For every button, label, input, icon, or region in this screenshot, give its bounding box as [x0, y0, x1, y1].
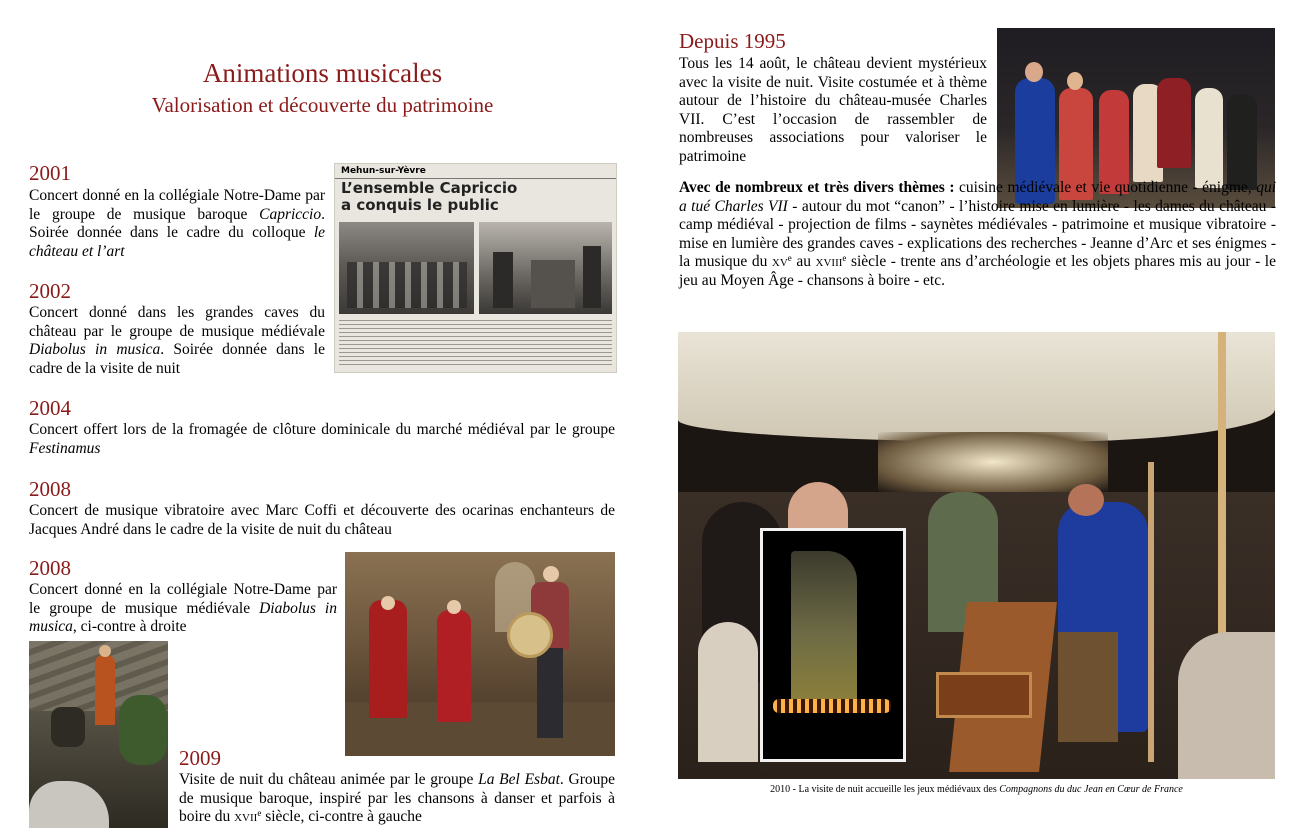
entry-2001-text: Concert donné en la collégiale Notre-Dame par le groupe de musique baroque Capriccio. Soirée donnée dans le cadre du colloque le château et l’art [29, 187, 325, 260]
since-heading: Depuis 1995 [679, 29, 786, 53]
page-title: Animations musicales [202, 58, 443, 88]
year-2009: 2009 [179, 746, 221, 770]
year-2002: 2002 [29, 279, 71, 303]
year-2008-collegiale: 2008 [29, 556, 71, 580]
themes-text: Avec de nombreux et très divers thèmes : cuisine médiévale et vie quotidienne - énigme, qui a tué Charles VII - autour du mot “canon” - l’histoire mise en lumière - les dames du château - camp médiéval - projection de films - saynètes médiévales - patrimoine et musique vibratoire - mise en lumière des grandes caves - explications des recherches - Jeanne d’Arc et ses énigmes - la musique du $xv^e$ au xviii$^e$ siècle - trente ans d’archéologie et les objets phares mis au jour - le jeu au Moyen Âge - chansons à boire - etc. [679, 179, 1276, 289]
photo-caption: 2010 - La visite de nuit accueille les jeux médiévaux des Compagnons du duc Jean en Cœur de France [770, 784, 1183, 795]
newspaper-clipping [334, 163, 617, 373]
photo-inset-lit-tower [760, 528, 906, 762]
clipping-headline: L’ensemble Capriccio a conquis le public [341, 179, 518, 214]
entry-2009-text: Visite de nuit du château animée par le groupe La Bel Esbat. Groupe de musique baroque, inspiré par les chansons à danser et parfois à boire du xvii$^e$ siècle, ci-contre à gauche [179, 771, 615, 825]
photo-medieval-games [678, 332, 1275, 779]
entry-2008-collegiale-text: Concert donné en la collégiale Notre-Dame par le groupe de musique médiévale Diabolus in musica, ci-contre à droite [29, 581, 337, 635]
since-text: Tous les 14 août, le château devient mystérieux avec la visite de nuit. Visite costumée et à thème autour de l’histoire du château-musée Charles VII. C’est l’occasion de rassembler de nombreuses associations pour valoriser le patrimoine [679, 55, 987, 165]
photo-church-concert [345, 552, 615, 756]
entry-2002-text: Concert donné dans les grandes caves du château par le groupe de musique médiévale Diabolus in musica. Soirée donnée dans le cadre de la visite de nuit [29, 304, 325, 377]
year-2001: 2001 [29, 161, 71, 185]
year-2008-vibratoire: 2008 [29, 477, 71, 501]
clipping-place: Mehun-sur-Yèvre [341, 166, 426, 176]
entry-2004-text: Concert offert lors de la fromagée de clôture dominicale du marché médiéval par le groupe Festinamus [29, 421, 615, 457]
entry-2008-vibratoire-text: Concert de musique vibratoire avec Marc Coffi et découverte des ocarinas enchanteurs de Jacques André dans le cadre de la visite de nuit du château [29, 502, 615, 538]
photo-night-musicians [29, 641, 168, 828]
page-subtitle: Valorisation et découverte du patrimoine [151, 93, 494, 117]
clipping-article-text [339, 320, 612, 368]
year-2004: 2004 [29, 396, 71, 420]
clipping-photo-musicians [479, 222, 612, 314]
clipping-photo-audience [339, 222, 474, 314]
